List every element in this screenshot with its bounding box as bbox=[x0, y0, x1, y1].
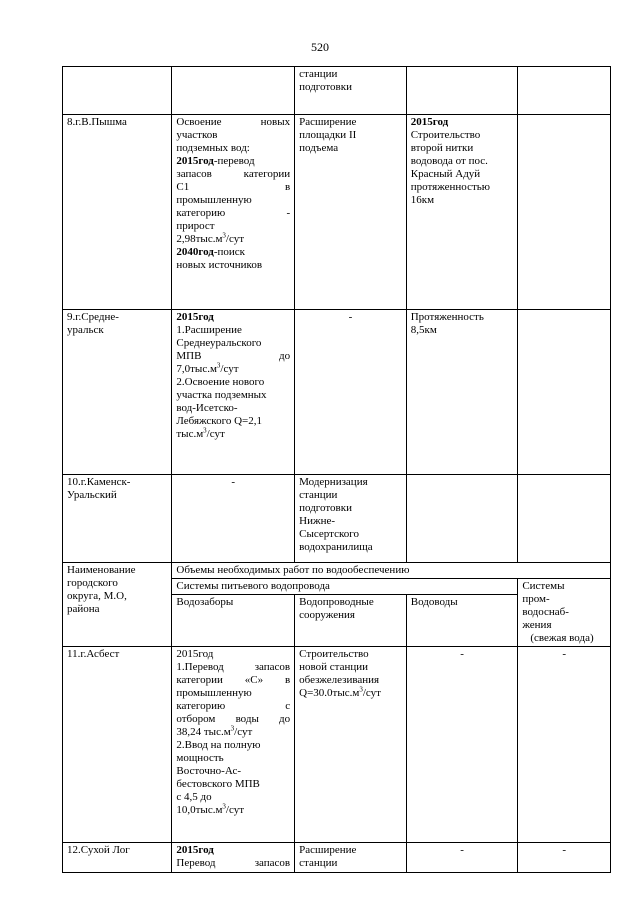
table-row-asbest bbox=[63, 647, 611, 843]
cell-industrial bbox=[518, 475, 611, 563]
cell-intake: Освоение новых участков подземных вод: 2015год-перевод запасов категории С1 в промышленную категорию - прирост $2,98тыс.м^3$/сут 2040год-поиск новых источников bbox=[172, 115, 295, 310]
header-industrial: Системы пром- водоснаб- жения (свежая вода) bbox=[518, 579, 611, 647]
cell-pipes: Протяженность 8,5км bbox=[406, 310, 518, 475]
cell-pipes: - bbox=[406, 647, 518, 843]
cell-intake: 2015год Перевод запасов bbox=[172, 843, 295, 873]
header-drinking: Системы питьевого водопровода bbox=[172, 579, 518, 595]
cell-facilities: станции подготовки bbox=[295, 67, 407, 115]
table-row-v-pyshma bbox=[63, 115, 611, 310]
header-volumes: Объемы необходимых работ по водообеспечению bbox=[172, 563, 611, 579]
cell-name: 11.г.Асбест bbox=[63, 647, 172, 843]
header-intake: Водозаборы bbox=[172, 595, 295, 647]
cell-industrial bbox=[518, 115, 611, 310]
cell-name: 12.Сухой Лог bbox=[63, 843, 172, 873]
cell-pipes bbox=[406, 67, 518, 115]
cell-intake bbox=[172, 67, 295, 115]
cell-facilities: Строительство новой станции обезжелезивания $Q=30.0тыс.м^3$/сут bbox=[295, 647, 407, 843]
cell-name: 8.г.В.Пышма bbox=[63, 115, 172, 310]
cell-name: 10.г.Каменск- Уральский bbox=[63, 475, 172, 563]
cell-facilities: Расширение площадки II подъема bbox=[295, 115, 407, 310]
cell-intake: 2015год 1.Расширение Среднеуральского МПВ до $7,0тыс.м^3$/сут 2.Освоение нового участка подземных вод-Исетско- Лебяжского Q=2,1 $тыс.м^3$/сут bbox=[172, 310, 295, 475]
header-row-volumes bbox=[63, 563, 611, 579]
cell-industrial bbox=[518, 67, 611, 115]
table-row-sredneuralsk bbox=[63, 310, 611, 475]
cell-facilities: - bbox=[295, 310, 407, 475]
water-supply-table bbox=[62, 66, 611, 873]
header-name: Наименование городского округа, М.О, района bbox=[63, 563, 172, 647]
cell-pipes: - bbox=[406, 843, 518, 873]
cell-intake: - bbox=[172, 475, 295, 563]
table-row-kamensk-uralsky bbox=[63, 475, 611, 563]
cell-industrial: - bbox=[518, 843, 611, 873]
table-row-sukhoi-log bbox=[63, 843, 611, 873]
cell-pipes bbox=[406, 475, 518, 563]
cell-intake: 2015год 1.Перевод запасов категории «С» в промышленную категорию с отбором воды до 38,24 $тыс.м^3$/сут 2.Ввод на полную мощность Восточно-Ас- бестовского МПВ с 4,5 до $10,0тыс.м^3$/сут bbox=[172, 647, 295, 843]
cell-name bbox=[63, 67, 172, 115]
cell-pipes: 2015год Строительство второй нитки водовода от пос. Красный Адуй протяженностью 16км bbox=[406, 115, 518, 310]
page-number: 520 bbox=[311, 40, 329, 54]
cell-facilities: Расширение станции bbox=[295, 843, 407, 873]
header-facilities: Водопроводные сооружения bbox=[295, 595, 407, 647]
table-row-continuation bbox=[63, 67, 611, 115]
cell-name: 9.г.Средне- уральск bbox=[63, 310, 172, 475]
header-pipes: Водоводы bbox=[406, 595, 518, 647]
cell-industrial: - bbox=[518, 647, 611, 843]
cell-industrial bbox=[518, 310, 611, 475]
cell-facilities: Модернизация станции подготовки Нижне- Сысертского водохранилища bbox=[295, 475, 407, 563]
